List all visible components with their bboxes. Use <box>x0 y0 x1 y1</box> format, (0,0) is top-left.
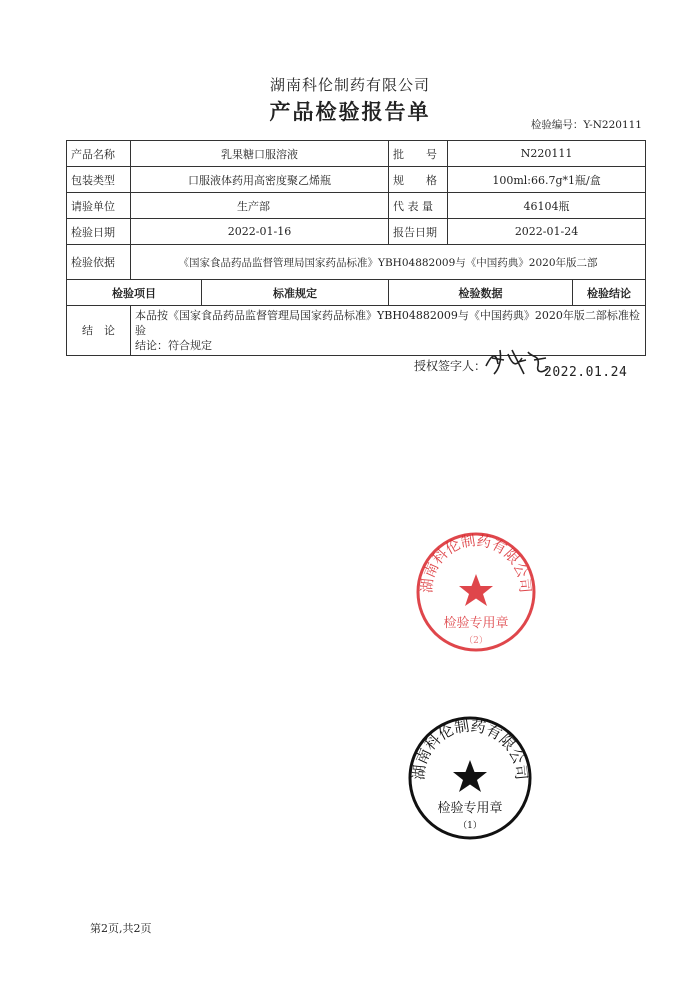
svg-text:检验专用章: 检验专用章 <box>443 616 509 631</box>
conclusion-text <box>131 306 646 356</box>
svg-text:（2）: （2） <box>464 636 488 646</box>
conclusion-line-1: 本品按《国家食品药品监督管理局国家药品标准》YBH04882009与《中国药典》2020年版二部标准检验 <box>135 309 640 337</box>
package-value: 口服液体药用高密度聚乙烯瓶 <box>131 167 389 193</box>
product-name-label: 产品名称 <box>67 141 131 167</box>
batch-value: N220111 <box>448 141 646 167</box>
report-date-value: 2022-01-24 <box>448 219 646 245</box>
sign-date: 2022.01.24 <box>544 365 628 380</box>
product-name-value: 乳果糖口服溶液 <box>131 141 389 167</box>
col-conclusion-header: 检验结论 <box>573 280 646 306</box>
package-label: 包装类型 <box>67 167 131 193</box>
col-standard-header: 标准规定 <box>202 280 389 306</box>
signer-label: 授权签字人： <box>414 359 487 373</box>
svg-text:湖南科伦制药有限公司: 湖南科伦制药有限公司 <box>409 716 531 781</box>
basis-label: 检验依据 <box>67 245 131 280</box>
handwritten-signature <box>482 344 552 378</box>
company-name: 湖南科伦制药有限公司 <box>269 76 430 94</box>
col-item-header: 检验项目 <box>67 280 202 306</box>
svg-text:检验专用章: 检验专用章 <box>437 801 503 816</box>
conclusion-line-2: 结论：符合规定 <box>135 339 212 352</box>
svg-text:湖南科伦制药有限公司: 湖南科伦制药有限公司 <box>419 533 533 594</box>
dept-label: 请验单位 <box>67 193 131 219</box>
page-indicator: 第2页,共2页 <box>90 922 152 935</box>
conclusion-label-text: 结 论 <box>82 323 115 337</box>
report-title: 产品检验报告单 <box>269 99 431 124</box>
col-data-header: 检验数据 <box>389 280 573 306</box>
sample-value: 46104瓶 <box>448 193 646 219</box>
red-inspection-seal <box>414 530 538 654</box>
report-table <box>66 140 646 356</box>
spec-value: 100ml:66.7g*1瓶/盒 <box>448 167 646 193</box>
test-date-value: 2022-01-16 <box>131 219 389 245</box>
basis-value: 《国家食品药品监督管理局国家药品标准》YBH04882009与《中国药典》2020年版二部 <box>131 245 646 280</box>
batch-label: 批 号 <box>389 141 448 167</box>
test-date-label: 检验日期 <box>67 219 131 245</box>
conclusion-label <box>67 306 131 356</box>
report-date-label: 报告日期 <box>389 219 448 245</box>
spec-label: 规 格 <box>389 167 448 193</box>
sample-label: 代 表 量 <box>389 193 448 219</box>
black-inspection-seal <box>406 714 534 842</box>
dept-value: 生产部 <box>131 193 389 219</box>
report-number: 检验编号：Y-N220111 <box>530 119 642 131</box>
svg-text:（1）: （1） <box>458 821 482 831</box>
